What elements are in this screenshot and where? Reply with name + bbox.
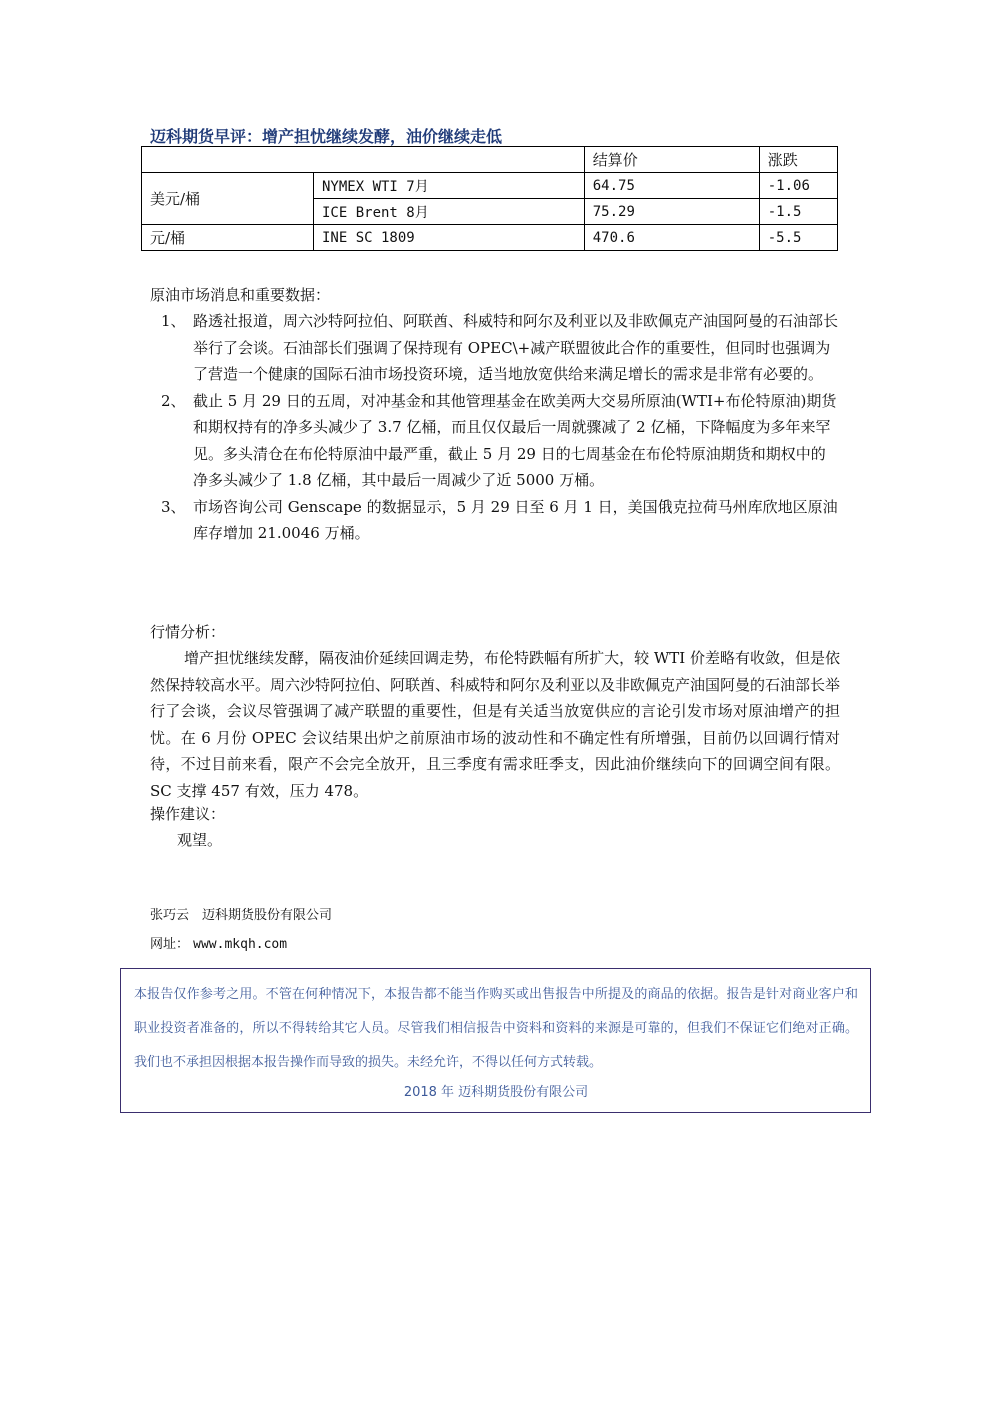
list-item-number: 1、 (161, 312, 186, 330)
author-line: 张巧云 迈科期货股份有限公司 (150, 908, 333, 923)
unit-cell: 元/桶 (142, 225, 314, 251)
price-cell: 470.6 (584, 225, 759, 251)
advice-text: 观望。 (177, 831, 223, 849)
table-row (142, 225, 838, 251)
list-item-number: 3、 (161, 497, 186, 516)
price-cell: 75.29 (584, 199, 759, 225)
advice-heading: 操作建议： (150, 805, 226, 823)
report-title: 迈科期货早评：增产担忧继续发酵，油价继续走低 (150, 127, 503, 146)
list-item (150, 308, 840, 388)
price-cell: 64.75 (584, 173, 759, 199)
list-item (150, 388, 840, 494)
disclaimer-box (120, 968, 871, 1113)
website-line (150, 933, 287, 952)
analysis-text: 增产担忧继续发酵，隔夜油价延续回调走势，布伦特跌幅有所扩大，较 WTI 价差略有收敛，但是依然保持较高水平。周六沙特阿拉伯、阿联酋、科威特和阿尔及利亚以及非欧佩克产油国阿曼的石油部长举行了会谈，会议尽管强调了减产联盟的重要性，但是有关适当放宽供应的言论引发市场对原油增产的担忧。在 6 月份 OPEC 会议结果出炉之前原油市场的波动性和不确定性有所增强，目前仍以回调行情对待，不过目前来看，限产不会完全放开，且三季度有需求旺季支，因此油价继续向下的回调空间有限。SC 支撑 457 有效，压力 478。 (150, 649, 841, 800)
table-row (142, 173, 838, 199)
news-list (150, 308, 840, 547)
table-header-change: 涨跌 (759, 147, 837, 173)
change-cell: -1.5 (759, 199, 837, 225)
list-item (150, 494, 840, 547)
table-header-price: 结算价 (584, 147, 759, 173)
list-item-text: 截止 5 月 29 日的五周，对冲基金和其他管理基金在欧美两大交易所原油(WTI+布伦特原油)期货和期权持有的净多头减少了 3.7 亿桶，而且仅仅最后一周就骤减了 2 亿桶，下降幅度为多年来罕见。多头清仓在布伦特原油中最严重，截止 5 月 29 日的七周基金在布伦特原油期货和期权中的净多头减少了 1.8 亿桶，其中最后一周减少了近 5000 万桶。 (193, 391, 837, 489)
change-cell: -5.5 (759, 225, 837, 251)
website-label: 网址： (150, 937, 190, 952)
disclaimer-footer: 2018 年 迈科期货股份有限公司 (403, 1085, 589, 1100)
disclaimer-text: 本报告仅作参考之用。不管在何种情况下，本报告都不能当作购买或出售报告中所提及的商品的依据。报告是针对商业客户和职业投资者准备的，所以不得转给其它人员。尽管我们相信报告中资料和资料的来源是可靠的，但我们不保证它们绝对正确。我们也不承担因根据本报告操作而导致的损失。未经允许，不得以任何方式转载。 (134, 987, 858, 1070)
table-header-blank (142, 147, 585, 173)
website-link[interactable]: www.mkqh.com (193, 937, 288, 952)
list-item-text: 路透社报道，周六沙特阿拉伯、阿联酋、科威特和阿尔及利亚以及非欧佩克产油国阿曼的石油部长举行了会谈。石油部长们强调了保持现有 OPEC\+减产联盟彼此合作的重要性，但同时也强调为了营造一个健康的国际石油市场投资环境，适当地放宽供给来满足增长的需求是非常有必要的。 (193, 312, 839, 383)
table-header-row (142, 147, 838, 173)
change-cell: -1.06 (759, 173, 837, 199)
price-table (141, 146, 838, 251)
analysis-heading: 行情分析： (150, 623, 226, 641)
contract-cell: INE SC 1809 (314, 225, 585, 251)
unit-cell: 美元/桶 (142, 173, 314, 225)
list-item-number: 2、 (161, 391, 186, 410)
contract-cell: ICE Brent 8月 (314, 199, 585, 225)
list-item-text: 市场咨询公司 Genscape 的数据显示，5 月 29 日至 6 月 1 日，美国俄克拉荷马州库欣地区原油库存增加 21.0046 万桶。 (193, 497, 838, 542)
contract-cell: NYMEX WTI 7月 (314, 173, 585, 199)
news-heading: 原油市场消息和重要数据： (150, 286, 331, 304)
